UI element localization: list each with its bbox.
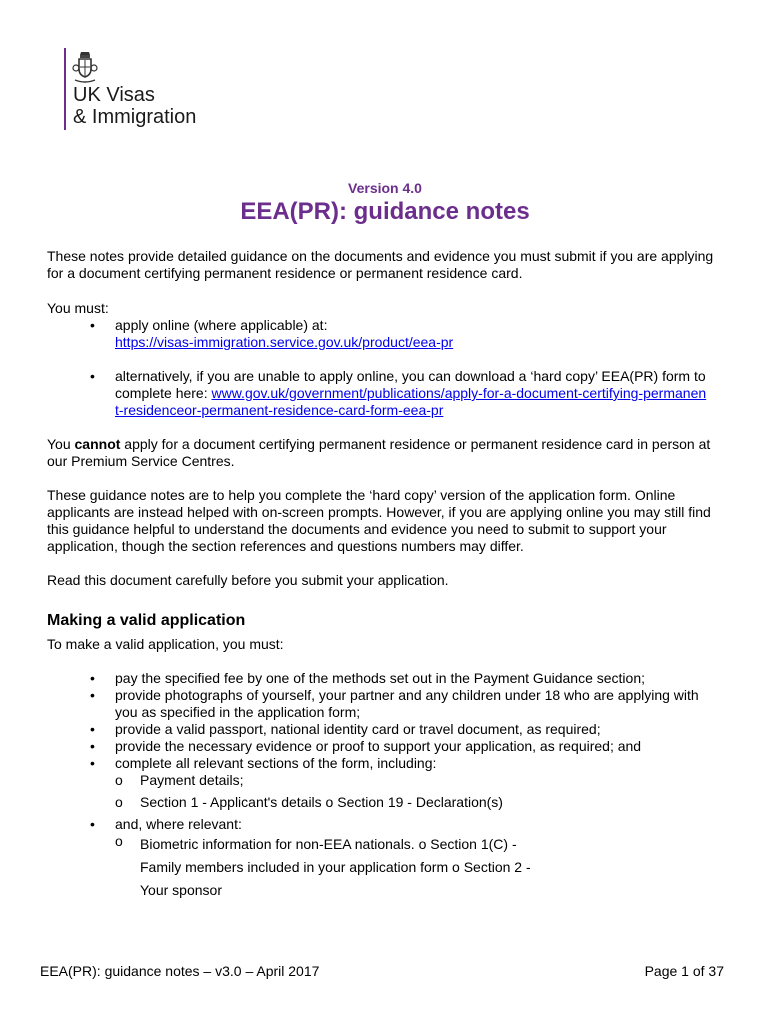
cannot-after: apply for a document certifying permanent residence or permanent residence card in person at our Premium Service Centres. bbox=[47, 436, 711, 469]
sub-item-section1: Section 1 - Applicant's details o Section 19 - Declaration(s) bbox=[140, 794, 503, 810]
valid-bullet-photos: provide photographs of yourself, your partner and any children under 18 who are applying with you as specified in the application form; bbox=[115, 687, 699, 720]
bullet-marker: • bbox=[90, 755, 95, 771]
valid-bullet-passport: provide a valid passport, national identity card or travel document, as required; bbox=[115, 721, 601, 737]
valid-bullet-fee: pay the specified fee by one of the methods set out in the Payment Guidance section; bbox=[115, 670, 645, 686]
apply-online-link[interactable]: https://visas-immigration.service.gov.uk/product/eea-pr bbox=[115, 334, 454, 350]
you-must-label: You must: bbox=[47, 300, 109, 316]
page-title: EEA(PR): guidance notes bbox=[240, 198, 530, 225]
bullet-marker: • bbox=[90, 670, 95, 686]
guidance-paragraph: These guidance notes are to help you complete the ‘hard copy’ version of the application form. Online applicants are instead helped with on-screen prompts. However, if you are applying online you may still find this guidance helpful to understand the documents and evidence you need to submit to support your application, though the section references and questions numbers may differ. bbox=[47, 487, 711, 554]
cannot-before: You bbox=[47, 436, 75, 452]
sub-bullet-marker: o bbox=[115, 772, 123, 788]
logo-text-line2: & Immigration bbox=[73, 106, 197, 128]
bullet-marker: • bbox=[90, 687, 95, 703]
valid-bullet-evidence: provide the necessary evidence or proof to support your application, as required; and bbox=[115, 738, 642, 754]
bullet-marker: • bbox=[90, 816, 95, 832]
sub-bullet-marker: o bbox=[115, 833, 123, 849]
sub-bullet-marker: o bbox=[115, 794, 123, 810]
footer-doc-title: EEA(PR): guidance notes – v3.0 – April 2017 bbox=[40, 963, 320, 979]
bullet-apply-online bbox=[115, 317, 715, 351]
valid-intro: To make a valid application, you must: bbox=[47, 636, 284, 652]
bullet-marker: • bbox=[90, 721, 95, 737]
bullet-text: alternatively, if you are unable to apply online, you can download a ‘hard copy’ EEA(PR) form to complete here: bbox=[115, 368, 706, 401]
cannot-paragraph bbox=[47, 436, 727, 470]
bullet-marker: • bbox=[90, 368, 95, 384]
bullet-marker: • bbox=[90, 317, 95, 333]
cannot-bold: cannot bbox=[74, 436, 121, 452]
sub-item-payment: Payment details; bbox=[140, 772, 244, 788]
logo-rule bbox=[64, 48, 66, 130]
royal-crest-icon bbox=[72, 50, 98, 86]
sub-item-biometric: Biometric information for non-EEA nationals. o Section 1(C) - Family members included in your application form o Section 2 - Your sponsor bbox=[140, 836, 531, 898]
bullet-marker: • bbox=[90, 738, 95, 754]
footer-page-number: Page 1 of 37 bbox=[644, 963, 724, 979]
hard-copy-form-link[interactable]: www.gov.uk/government/publications/apply-for-a-document-certifying-permanent-residenceor-permanent-residence-card-form-eea-pr bbox=[115, 385, 707, 418]
intro-paragraph: These notes provide detailed guidance on the documents and evidence you must submit if you are applying for a document certifying permanent residence or permanent residence card. bbox=[47, 248, 714, 281]
valid-bullet-sections: complete all relevant sections of the form, including: bbox=[115, 755, 437, 771]
read-paragraph: Read this document carefully before you submit your application. bbox=[47, 572, 449, 588]
section-heading: Making a valid application bbox=[47, 612, 246, 629]
version-label: Version 4.0 bbox=[348, 180, 422, 196]
logo-text-line1: UK Visas bbox=[73, 84, 155, 106]
valid-bullet-where-relevant: and, where relevant: bbox=[115, 816, 242, 832]
bullet-hard-copy bbox=[115, 368, 710, 419]
bullet-text: apply online (where applicable) at: bbox=[115, 317, 328, 333]
